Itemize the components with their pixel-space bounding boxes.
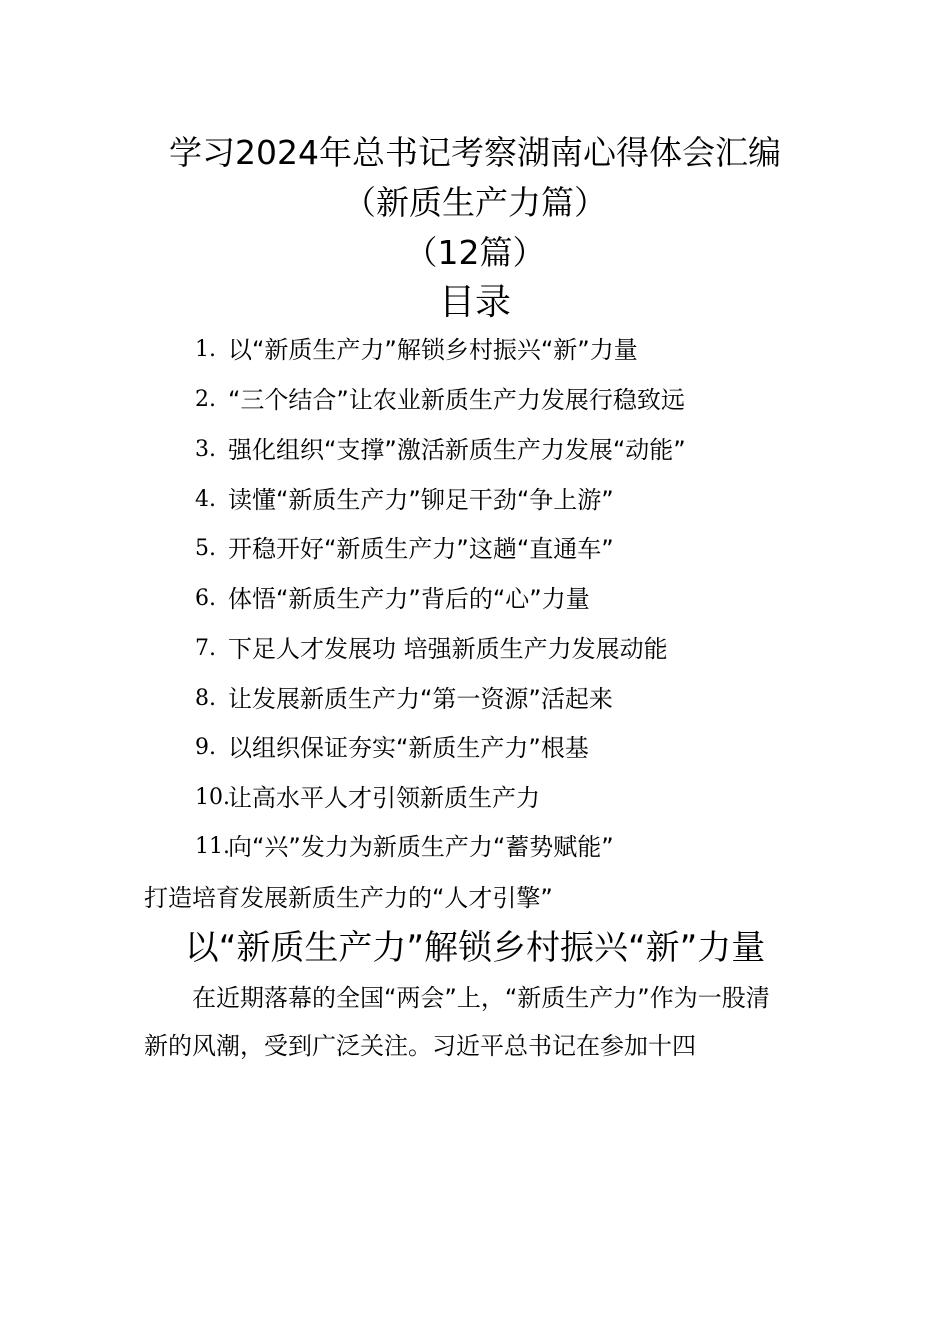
toc-item[interactable] bbox=[0, 380, 950, 420]
section-title: 以“新质生产力”解锁乡村振兴“新”力量 bbox=[184, 928, 766, 968]
toc-item-number: 2. bbox=[195, 387, 216, 412]
toc-item-text: 读懂“新质生产力”铆足干劲“争上游” bbox=[228, 486, 614, 514]
toc-heading: 目录 bbox=[438, 282, 511, 323]
document-title: 学习2024年总书记考察湖南心得体会汇编 bbox=[169, 133, 781, 172]
toc-item-number: 7. bbox=[195, 636, 216, 661]
toc-item-number: 3. bbox=[195, 437, 216, 462]
toc-item[interactable] bbox=[0, 728, 950, 768]
toc-item[interactable] bbox=[0, 629, 950, 669]
toc-item-number: 4. bbox=[195, 487, 216, 512]
toc-item-number: 6. bbox=[195, 586, 216, 611]
toc-item-text: 开稳开好“新质生产力”这趟“直通车” bbox=[228, 535, 614, 563]
toc-item[interactable] bbox=[0, 679, 950, 719]
toc-item[interactable] bbox=[0, 529, 950, 569]
document-subtitle: （新质生产力篇） bbox=[343, 183, 607, 222]
toc-item-number: 5. bbox=[195, 536, 216, 561]
paragraph-line: 新的风潮，受到广泛关注。习近平总书记在参加十四 bbox=[144, 1032, 696, 1060]
toc-item-number: 9. bbox=[195, 735, 216, 760]
toc-item[interactable] bbox=[0, 330, 950, 370]
toc-item[interactable] bbox=[0, 778, 950, 818]
toc-item-text: “三个结合”让农业新质生产力发展行稳致远 bbox=[228, 386, 685, 414]
toc-item[interactable] bbox=[0, 430, 950, 470]
toc-item-text: 让发展新质生产力“第一资源”活起来 bbox=[228, 685, 613, 713]
toc-item-number: 8. bbox=[195, 686, 216, 711]
toc-item-text: 强化组织“支撑”激活新质生产力发展“动能” bbox=[228, 436, 686, 464]
toc-item-text: 向“兴”发力为新质生产力“蓄势赋能” bbox=[228, 833, 614, 861]
toc-item-text: 让高水平人才引领新质生产力 bbox=[228, 784, 540, 812]
toc-item-number: 1. bbox=[195, 337, 216, 362]
toc-item[interactable] bbox=[0, 579, 950, 619]
toc-item[interactable] bbox=[0, 827, 950, 867]
toc-unnumbered-item[interactable]: 打造培育发展新质生产力的“人才引擎” bbox=[144, 884, 553, 912]
toc-item[interactable] bbox=[0, 480, 950, 520]
toc-item-text: 下足人才发展功 培强新质生产力发展动能 bbox=[228, 635, 668, 663]
toc-item-text: 以组织保证夯实“新质生产力”根基 bbox=[228, 734, 589, 762]
paragraph-line: 在近期落幕的全国“两会”上，“新质生产力”作为一股清 bbox=[192, 984, 770, 1012]
toc-item-text: 以“新质生产力”解锁乡村振兴“新”力量 bbox=[228, 336, 638, 364]
document-count: （12篇） bbox=[404, 233, 546, 272]
toc-item-number: 10. bbox=[195, 785, 230, 810]
toc-item-text: 体悟“新质生产力”背后的“心”力量 bbox=[228, 585, 590, 613]
toc-item-number: 11. bbox=[195, 834, 230, 859]
